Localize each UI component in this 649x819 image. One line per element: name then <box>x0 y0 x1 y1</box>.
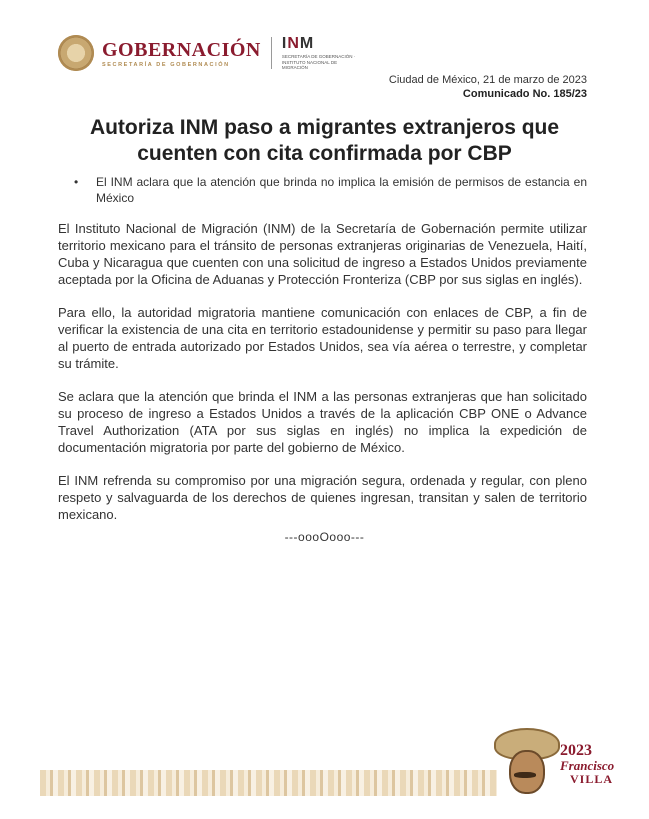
paragraph: El INM refrenda su compromiso por una migración segura, ordenada y regular, con pleno respeto y salvaguarda de los derechos de quienes ingresan, transitan y salen de territorio mexicano. <box>58 473 587 522</box>
inm-letter-i: I <box>281 35 288 53</box>
page-title: Autoriza INM paso a migrantes extranjeros que cuenten con cita confirmada por CBP <box>89 116 560 165</box>
paragraph: El Instituto Nacional de Migración (INM) de la Secretaría de Gobernación permite utilizar territorio mexicano para el tránsito de personas extranjeras originarias de Venezuela, Haití, Cuba y Nicaragua que cuenten con una solicitud de ingreso a Estados Unidos previamente aceptada por la Oficina de Aduanas y Protección Fronteriza (CBP por sus siglas en inglés). <box>58 221 587 287</box>
dateline: Ciudad de México, 21 de marzo de 2023 <box>388 74 587 86</box>
letterhead <box>58 30 362 76</box>
summary-bullets <box>74 174 587 206</box>
inm-logo <box>282 35 362 71</box>
paragraph: Para ello, la autoridad migratoria mantiene comunicación con enlaces de CBP, a fin de verificar la existencia de una cita en territorio estadounidense y permitir su paso para llegar al puerto de entrada autorizado por Estados Unidos, sea vía aérea o terrestre, y completar su trámite. <box>58 305 587 371</box>
gobernacion-subtitle: SECRETARÍA DE GOBERNACIÓN <box>102 61 230 68</box>
mustache-icon <box>514 772 536 778</box>
inm-subtitle: SECRETARÍA DE GOBERNACIÓN · INSTITUTO NACIONAL DE MIGRACIÓN <box>281 54 356 71</box>
footer-decorative-band <box>40 770 497 796</box>
logo-divider <box>271 37 272 69</box>
francisco-villa-2023-logo <box>494 722 624 800</box>
inm-wordmark <box>282 35 362 52</box>
logo-name-first: Francisco <box>560 758 615 773</box>
comunicado-number: Comunicado No. 185/23 <box>462 88 587 100</box>
gobernacion-title: GOBERNACIÓN <box>102 38 261 61</box>
logo-name-last: VILLA <box>570 772 614 786</box>
logo-year: 2023 <box>560 742 592 759</box>
gobernacion-logo <box>102 39 261 68</box>
bullet-item: • El INM aclara que la atención que brinda no implica la emisión de permisos de estancia en México <box>74 174 587 206</box>
inm-letter-n: N <box>287 35 300 53</box>
inm-letter-m: M <box>299 35 315 53</box>
closing-mark: ---oooOooo--- <box>284 530 365 544</box>
paragraph: Se aclara que la atención que brinda el INM a las personas extranjeras que han solicitado su proceso de ingreso a Estados Unidos a través de la aplicación CBP ONE o Advance Travel Authorization (ATA por sus siglas en inglés) no implica la expedición de documentación migratoria por parte del gobierno de México. <box>58 389 587 455</box>
press-release-body <box>58 220 587 539</box>
national-seal-icon <box>58 35 94 71</box>
